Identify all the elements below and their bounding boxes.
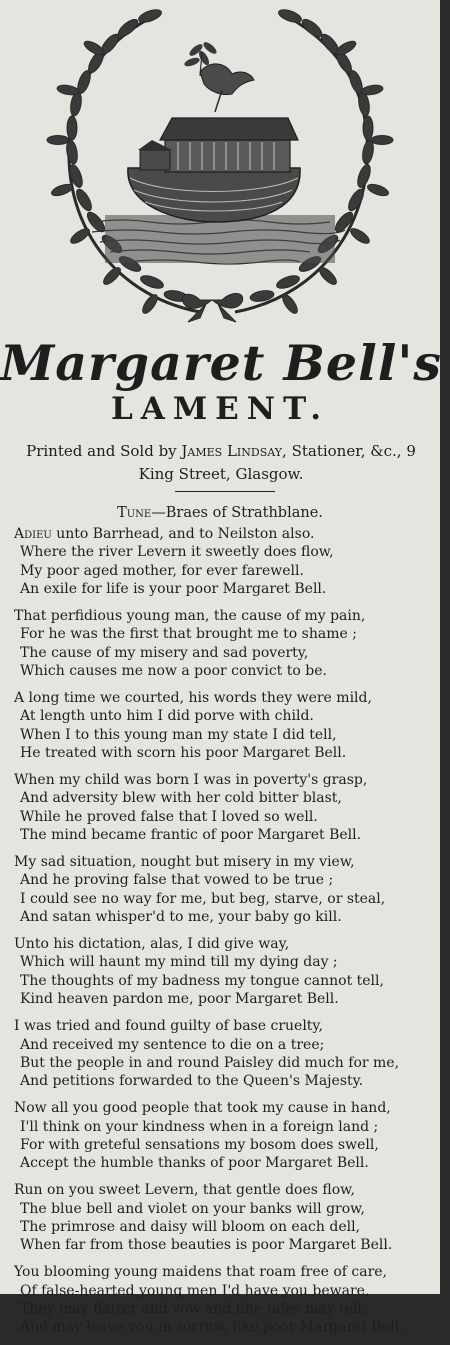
stanza (14, 771, 446, 845)
verse-line (14, 826, 446, 844)
ballad-subtitle: LAMENT. (111, 391, 329, 427)
verse-text: Run on you sweet Levern, that gentle does flow, (14, 1182, 355, 1199)
verse-text: That perfidious young man, the cause of my pain, (14, 608, 366, 625)
stanza (14, 1017, 446, 1091)
verse-text: For with greteful sensations my bosom does swell, (20, 1136, 379, 1153)
verse-text: The mind became frantic of poor Margaret Bell. (20, 827, 362, 844)
verse-text: And may leave you in sorrow, like poor Margaret Bell. (20, 1319, 404, 1336)
verse-text: The thoughts of my badness my tongue cannot tell, (20, 972, 384, 989)
verse-text: A long time we courted, his words they were mild, (14, 690, 372, 707)
verse-line (14, 1154, 446, 1172)
verse-line (14, 990, 446, 1008)
verse-line (14, 972, 446, 990)
verse-line (14, 871, 446, 889)
imprint-prefix: Printed and Sold by (26, 442, 182, 460)
verse-line (14, 580, 446, 598)
verse-line (14, 1282, 446, 1300)
tune-line (0, 503, 440, 523)
verse-line (14, 1200, 446, 1218)
verse-line (14, 707, 446, 725)
verse-text: I could see no way for me, but beg, starve, or steal, (20, 890, 386, 907)
verse-text: The blue bell and violet on your banks will grow, (20, 1200, 365, 1217)
verse-text: While he proved false that I loved so well. (20, 808, 318, 825)
verse-text: But the people in and round Paisley did much for me, (20, 1054, 400, 1071)
verse-text: He treated with scorn his poor Margaret Bell. (20, 745, 347, 762)
verse-line (14, 525, 446, 543)
stanza (14, 1263, 446, 1337)
verse-line (14, 1263, 446, 1281)
verse-text: And petitions forwarded to the Queen's Majesty. (20, 1073, 364, 1090)
verse-text: Kind heaven pardon me, poor Margaret Bell. (20, 991, 339, 1008)
verse-line (14, 1136, 446, 1154)
verse-line (14, 662, 446, 680)
imprint-suffix: , Stationer, &c., 9 (282, 442, 416, 460)
stanza (14, 935, 446, 1009)
verse-line (14, 908, 446, 926)
verse-text: Which causes me now a poor convict to be. (20, 663, 327, 680)
ark-woodcut-illustration (0, 0, 440, 330)
verse-text: And he proving false that vowed to be true ; (20, 872, 334, 889)
verse-line (14, 543, 446, 561)
verse-line (14, 1236, 446, 1254)
verse-text: Of false-hearted young men I'd have you beware, (20, 1282, 370, 1299)
verse-text: My sad situation, nought but misery in my view, (14, 854, 355, 871)
verse-text: Unto his dictation, alas, I did give way, (14, 936, 290, 953)
verse-line (14, 1099, 446, 1117)
verse-text: And satan whisper'd to me, your baby go kill. (20, 909, 342, 926)
verse-line (14, 625, 446, 643)
verse-line (14, 744, 446, 762)
verse-text: I was tried and found guilty of base cruelty, (14, 1018, 323, 1035)
verse-line (14, 1218, 446, 1236)
stanza (14, 607, 446, 681)
verse-text: I'll think on your kindness when in a foreign land ; (20, 1118, 379, 1135)
stanza (14, 853, 446, 927)
verse-line (14, 1318, 446, 1336)
verse-lead-word: Adieu (14, 526, 52, 542)
verse-text: An exile for life is your poor Margaret Bell. (20, 581, 327, 598)
verse-text: At length unto him I did porve with child. (20, 708, 314, 725)
verse-line (14, 1072, 446, 1090)
verse-line (14, 953, 446, 971)
verse-line (14, 1181, 446, 1199)
stanza (14, 525, 446, 599)
verse-line (14, 1054, 446, 1072)
verse-line (14, 771, 446, 789)
verse-line (14, 808, 446, 826)
verse-text: Which will haunt my mind till my dying day ; (20, 954, 338, 971)
imprint-address: King Street, Glasgow. (138, 465, 304, 483)
verse-text: Now all you good people that took my cause in hand, (14, 1100, 391, 1117)
verse-text: The primrose and daisy will bloom on each dell, (20, 1218, 361, 1235)
verse-line (14, 890, 446, 908)
verse-text: The cause of my misery and sad poverty, (20, 644, 309, 661)
stanza (14, 1099, 446, 1173)
ballad-title: Margaret Bell's (0, 334, 442, 392)
verse-line (14, 789, 446, 807)
verse-line (14, 726, 446, 744)
verse-text: For he was the first that brought me to shame ; (20, 626, 357, 643)
tune-label: Tune (117, 505, 152, 521)
verse-text: And adversity blew with her cold bitter blast, (20, 790, 342, 807)
verse-text: When my child was born I was in poverty's grasp, (14, 772, 368, 789)
divider-rule (175, 491, 275, 492)
verse-text: When far from those beauties is poor Margaret Bell. (20, 1237, 393, 1254)
verse-text: My poor aged mother, for ever farewell. (20, 562, 304, 579)
verses-container (14, 525, 446, 1345)
verse-text: They may flatter and vow and fine tales may tell, (20, 1300, 367, 1317)
tune-name: —Braes of Strathblane. (151, 505, 323, 521)
verse-line (14, 689, 446, 707)
verse-text: You blooming young maidens that roam free of care, (14, 1264, 388, 1281)
verse-text: Where the river Levern it sweetly does flow, (20, 544, 334, 561)
verse-text: unto Barrhead, and to Neilston also. (51, 526, 315, 542)
stanza (14, 1181, 446, 1255)
verse-text: And received my sentence to die on a tree; (20, 1036, 325, 1053)
printer-name: James Lindsay (181, 442, 283, 460)
printer-imprint (6, 440, 436, 486)
verse-line (14, 644, 446, 662)
verse-line (14, 1118, 446, 1136)
verse-line (14, 853, 446, 871)
verse-text: Accept the humble thanks of poor Margaret Bell. (20, 1155, 369, 1172)
verse-line (14, 935, 446, 953)
verse-line (14, 1036, 446, 1054)
verse-line (14, 562, 446, 580)
verse-line (14, 1017, 446, 1035)
verse-text: When I to this young man my state I did tell, (20, 726, 337, 743)
verse-line (14, 1300, 446, 1318)
stanza (14, 689, 446, 763)
verse-line (14, 607, 446, 625)
